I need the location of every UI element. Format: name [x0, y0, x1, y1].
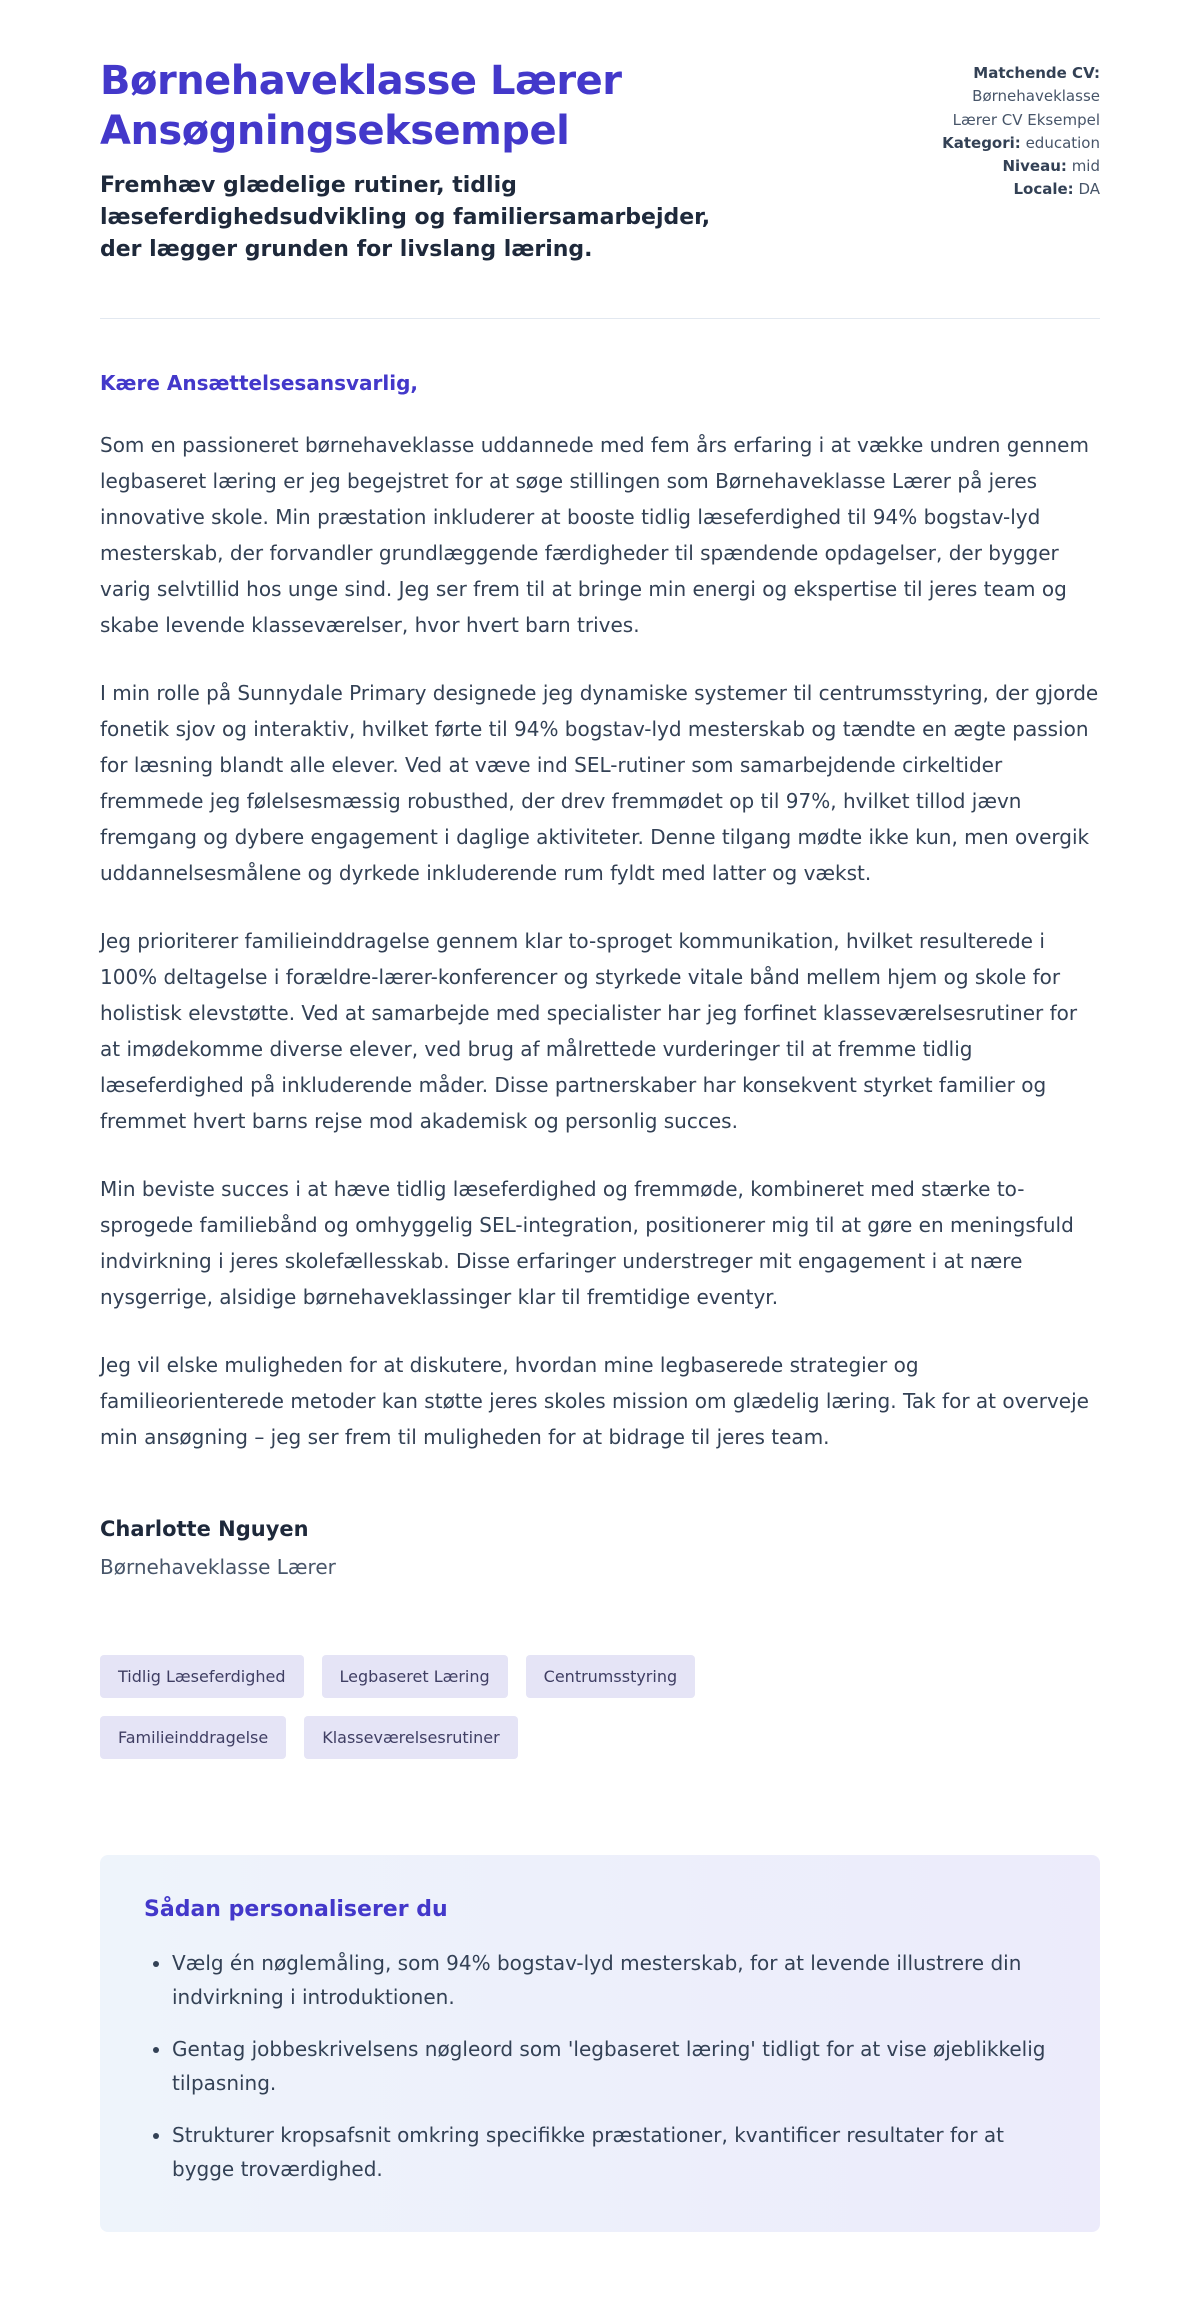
- meta-matching-cv-value: Børnehaveklasse Lærer CV Eksempel: [952, 87, 1100, 129]
- meta-level-value: mid: [1071, 157, 1100, 175]
- header-title-block: [100, 56, 740, 266]
- letter-paragraph-5: Jeg vil elske muligheden for at diskutere, hvordan mine legbaserede strategier og familieorienterede metoder kan støtte jeres skoles mission om glædelig læring. Tak for at overveje min ansøgning – jeg ser frem til muligheden for at bidrage til jeres team.: [100, 1352, 1089, 1449]
- meta-locale-value: DA: [1078, 180, 1100, 199]
- meta-matching-cv-label: Matchende CV:: [973, 64, 1100, 82]
- tag-early-literacy: Tidlig Læseferdighed: [100, 1655, 304, 1698]
- letter-paragraph-2: I min rolle på Sunnydale Primary designede jeg dynamiske systemer til centrumsstyring, der gjorde fonetik sjov og interaktiv, hvilket førte til 94% bogstav-lyd mesterskab og tændte en ægte passion for læsning blandt alle elever. Ved at væve ind SEL-rutiner som samarbejdende cirkeltider fremmede jeg følelsesmæssig robusthed, der drev fremmødet op til 97%, hvilket tillod jævn fremgang og dybere engagement i daglige aktiviteter. Denne tilgang mødte ikke kun, men overgik uddannelsesmålene og dyrkede inkluderende rum fyldt med latter og vækst.: [100, 680, 1099, 885]
- cover-letter-body: [100, 371, 1100, 1579]
- page-title: Børnehaveklasse Lærer Ansøgningseksempel: [100, 58, 622, 154]
- tag-play-based-learning: Legbaseret Læring: [322, 1655, 508, 1698]
- tip-item-1: • Vælg én nøglemåling, som 94% bogstav-lyd mesterskab, for at levende illustrere din indvirkning i introduktionen.: [172, 1946, 1056, 2014]
- letter-paragraph-1: Som en passioneret børnehaveklasse uddannede med fem års erfaring i at vække undren gennem legbaseret læring er jeg begejstret for at søge stillingen som Børnehaveklasse Lærer på jeres innovative skole. Min præstation inkluderer at booste tidlig læseferdighed til 94% bogstav-lyd mesterskab, der forvandler grundlæggende færdigheder til spændende opdagelser, der bygger varig selvtillid hos unge sind. Jeg ser frem til at bringe min energi og ekspertise til jeres team og skabe levende klasseværelser, hvor hvert barn trives.: [100, 432, 1089, 637]
- meta-category-label: Kategori:: [942, 133, 1021, 152]
- meta-panel: [930, 56, 1100, 202]
- tip-item-3: • Strukturer kropsafsnit omkring specifikke præstationer, kvantificer resultater for at bygge troværdighed.: [172, 2118, 1056, 2186]
- meta-locale-label: Locale:: [1013, 180, 1074, 199]
- tag-list: [100, 1655, 860, 1759]
- divider: [100, 318, 1100, 319]
- tag-family-engagement: Familieinddragelse: [100, 1716, 286, 1759]
- meta-category-row: [930, 132, 1100, 155]
- tips-title: Sådan personaliserer du: [144, 1896, 448, 1922]
- page-subtitle: Fremhæv glædelige rutiner, tidlig læseferdighedsudvikling og familiersamarbejder, der lægger grunden for livslang læring.: [100, 173, 711, 262]
- letter-paragraph-4: Min beviste succes i at hæve tidlig læseferdighed og fremmøde, kombineret med stærke to-sprogede familiebånd og omhyggelig SEL-integration, positionerer mig til at gøre en meningsfuld indvirkning i jeres skolefællesskab. Disse erfaringer understreger mit engagement i at nære nysgerrige, alsidige børnehaveklassinger klar til fremtidige eventyr.: [100, 1176, 1074, 1309]
- letter-paragraph-3: Jeg prioriterer familieinddragelse gennem klar to-sproget kommunikation, hvilket resulterede i 100% deltagelse i forældre-lærer-konferencer og styrkede vitale bånd mellem hjem og skole for holistisk elevstøtte. Ved at samarbejde med specialister har jeg forfinet klasseværelsesrutiner for at imødekomme diverse elever, ved brug af målrettede vurderinger til at fremme tidlig læseferdighed på inkluderende måder. Disse partnerskaber har konsekvent styrket familier og fremmet hvert barns rejse mod akademisk og personlig succes.: [100, 928, 1078, 1133]
- personalization-tips-panel: [100, 1855, 1100, 2232]
- tips-list: [144, 1946, 1056, 2186]
- tag-center-management: Centrumsstyring: [526, 1655, 695, 1698]
- signature-name: Charlotte Nguyen: [100, 1516, 309, 1541]
- page: [100, 0, 1100, 2312]
- letter-greeting: Kære Ansættelsesansvarlig,: [100, 370, 418, 395]
- tag-classroom-routines: Klasseværelsesrutiner: [304, 1716, 517, 1759]
- meta-level-row: [930, 155, 1100, 178]
- meta-level-label: Niveau:: [1002, 157, 1067, 175]
- tip-item-2: • Gentag jobbeskrivelsens nøgleord som 'legbaseret læring' tidligt for at vise øjeblikkelig tilpasning.: [172, 2032, 1056, 2100]
- signature-role: Børnehaveklasse Lærer: [100, 1554, 336, 1579]
- meta-matching-cv-row: [930, 62, 1100, 132]
- meta-locale-row: [930, 178, 1100, 201]
- header: [100, 56, 1100, 266]
- meta-category-value: education: [1025, 133, 1100, 152]
